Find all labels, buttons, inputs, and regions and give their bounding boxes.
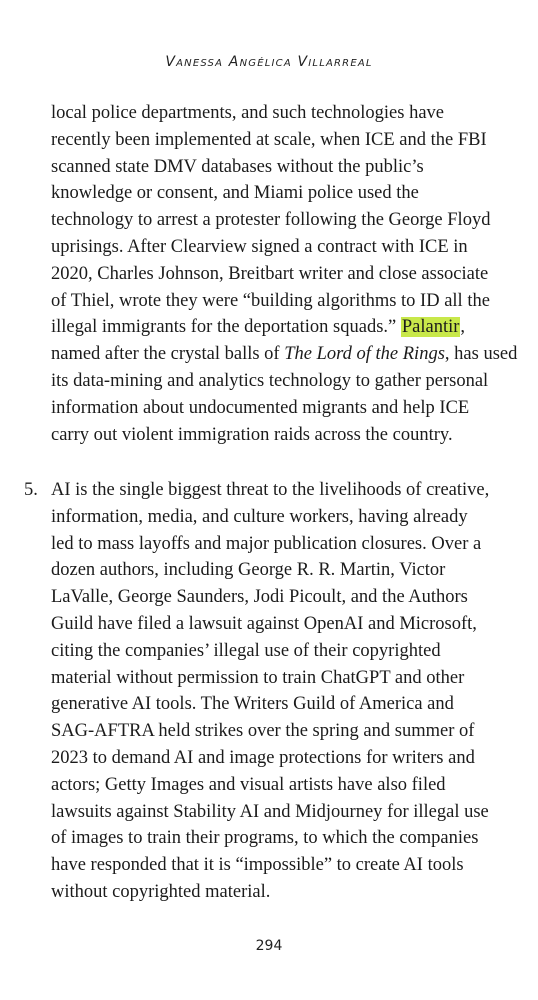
book-title: The Lord of the Rings bbox=[284, 344, 445, 365]
paragraph-continuation bbox=[51, 100, 518, 448]
text-line: recently been implemented at scale, when ICE and the FBI bbox=[51, 129, 487, 150]
text-line: Guild have filed a lawsuit against OpenAI and Microsoft, bbox=[51, 613, 477, 634]
text-line: scanned state DMV databases without the public’s bbox=[51, 156, 424, 177]
text-line: of Thiel, wrote they were “building algorithms to ID all the bbox=[51, 290, 490, 311]
text-segment: , has used bbox=[444, 344, 518, 365]
text-line bbox=[51, 314, 471, 341]
text-line: have responded that it is “impossible” to create AI tools bbox=[51, 855, 464, 876]
text-line: information, media, and culture workers, having already bbox=[51, 506, 468, 527]
text-line: actors; Getty Images and visual artists have also filed bbox=[51, 774, 446, 795]
text-line: knowledge or consent, and Miami police used the bbox=[51, 183, 419, 204]
text-line: led to mass layoffs and major publication closures. Over a bbox=[51, 533, 482, 554]
text-line: without copyrighted material. bbox=[51, 881, 271, 902]
item-text bbox=[51, 477, 490, 906]
text-line: generative AI tools. The Writers Guild of America and bbox=[51, 694, 454, 715]
text-line: information about undocumented migrants and help ICE bbox=[51, 397, 470, 418]
text-line: uprisings. After Clearview signed a contract with ICE in bbox=[51, 236, 468, 257]
text-line: local police departments, and such technologies have bbox=[51, 103, 444, 123]
text-line: material without permission to train ChatGPT and other bbox=[51, 667, 465, 688]
text-line: 2023 to demand AI and image protections for writers and bbox=[51, 747, 475, 768]
text-line bbox=[51, 341, 518, 368]
text-line: its data-mining and analytics technology to gather personal bbox=[51, 370, 489, 391]
text-line: 2020, Charles Johnson, Breitbart writer and close associate bbox=[51, 263, 489, 284]
text-line: LaValle, George Saunders, Jodi Picoult, and the Authors bbox=[51, 587, 468, 608]
text-segment: illegal immigrants for the deportation squads.” bbox=[51, 317, 401, 338]
text-line: citing the companies’ illegal use of their copyrighted bbox=[51, 640, 441, 661]
text-line: SAG-AFTRA held strikes over the spring and summer of bbox=[51, 721, 475, 742]
text-line: dozen authors, including George R. R. Martin, Victor bbox=[51, 560, 446, 581]
highlighted-term[interactable]: Palantir bbox=[401, 317, 460, 338]
text-line: lawsuits against Stability AI and Midjourney for illegal use bbox=[51, 801, 489, 822]
running-head: Vanessa Angélica Villarreal bbox=[165, 54, 373, 70]
text-line: carry out violent immigration raids across the country. bbox=[51, 424, 453, 445]
text-line: of images to train their programs, to which the companies bbox=[51, 828, 479, 849]
page-number: 294 bbox=[255, 938, 283, 954]
item-number: 5. bbox=[24, 480, 38, 500]
text-segment: , bbox=[460, 317, 466, 338]
text-line: technology to arrest a protester following the George Floyd bbox=[51, 210, 491, 231]
text-line: AI is the single biggest threat to the livelihoods of creative, bbox=[51, 480, 490, 500]
text-segment: named after the crystal balls of bbox=[51, 344, 285, 365]
